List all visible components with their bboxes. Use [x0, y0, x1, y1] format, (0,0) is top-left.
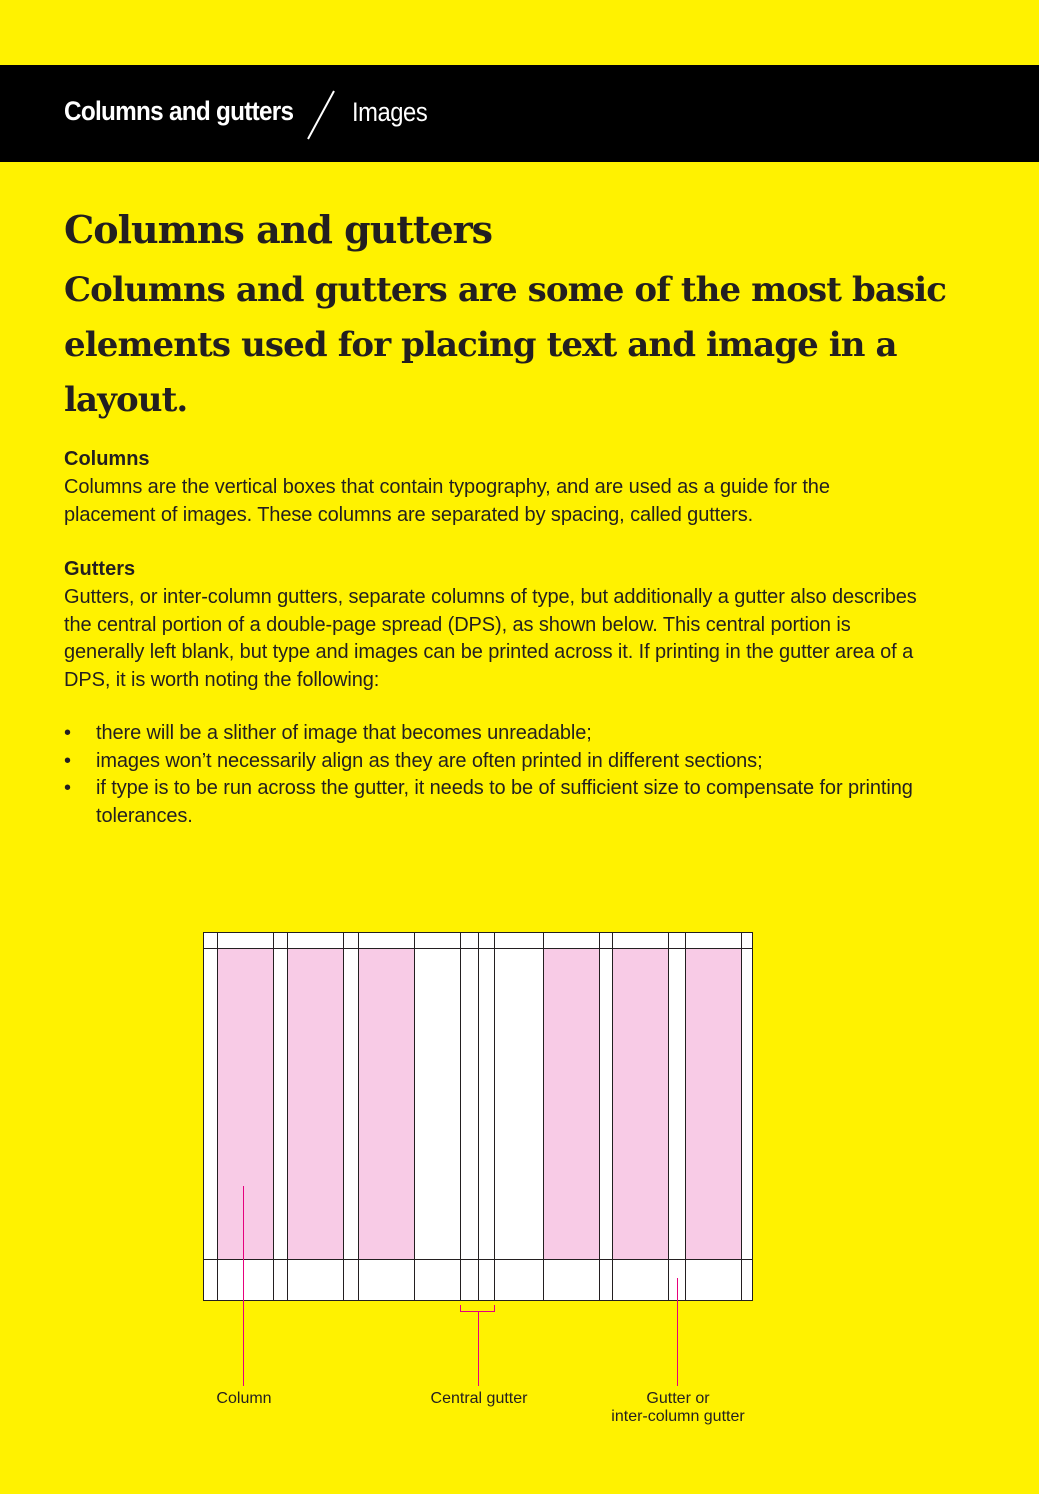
column-fill — [287, 948, 343, 1259]
columns-text: Columns are the vertical boxes that contain typography, and are used as a guide for the placement of images. These columns are separated by spacing, called gutters. — [64, 476, 830, 526]
column-fills — [217, 948, 741, 1259]
spread-outline — [204, 933, 753, 1301]
column-fill — [217, 948, 273, 1259]
gutters-heading: Gutters — [64, 558, 136, 580]
spread-background — [204, 933, 753, 1301]
central-gutter-label: Central gutter — [430, 1390, 528, 1407]
breadcrumb-link-images[interactable]: Images — [352, 97, 428, 127]
breadcrumb-current: Columns and gutters — [64, 96, 294, 126]
column-fill — [612, 948, 668, 1259]
column-fill — [685, 948, 741, 1259]
central-gutter-bracket — [461, 1305, 495, 1312]
callout-lines — [244, 1186, 678, 1386]
columns-heading: Columns — [64, 448, 150, 470]
column-fill — [358, 948, 414, 1259]
bullet-icon: • — [64, 722, 71, 744]
column-fill — [543, 948, 599, 1259]
gutter-notes-list — [64, 720, 924, 830]
column-label: Column — [216, 1390, 272, 1407]
list-item: • images won’t necessarily align as they are often printed in different sections; — [64, 748, 924, 776]
list-item: • there will be a slither of image that becomes unreadable; — [64, 720, 924, 748]
page-title: Columns and gutters — [64, 207, 493, 252]
bullet-icon: • — [64, 749, 71, 772]
gutters-text: Gutters, or inter-column gutters, separate columns of type, but additionally a gutter also describes the central portion of a double-page spread (DPS), as shown below. This central portion is generally left blank, but type and images can be printed across it. If printing in the gutter area of a DPS, it is worth noting the following: — [64, 586, 917, 691]
inter-column-gutter-label: Gutter or inter-column gutter — [611, 1390, 745, 1425]
breadcrumb-separator — [304, 90, 338, 140]
bullet-icon: • — [64, 777, 71, 799]
grid-lines — [204, 933, 753, 1301]
list-item: • if type is to be run across the gutter, it needs to be of sufficient size to compensate for printing tolerances. — [64, 777, 913, 827]
lead-paragraph: Columns and gutters are some of the most basic elements used for placing text and image in a layout. — [64, 270, 947, 420]
